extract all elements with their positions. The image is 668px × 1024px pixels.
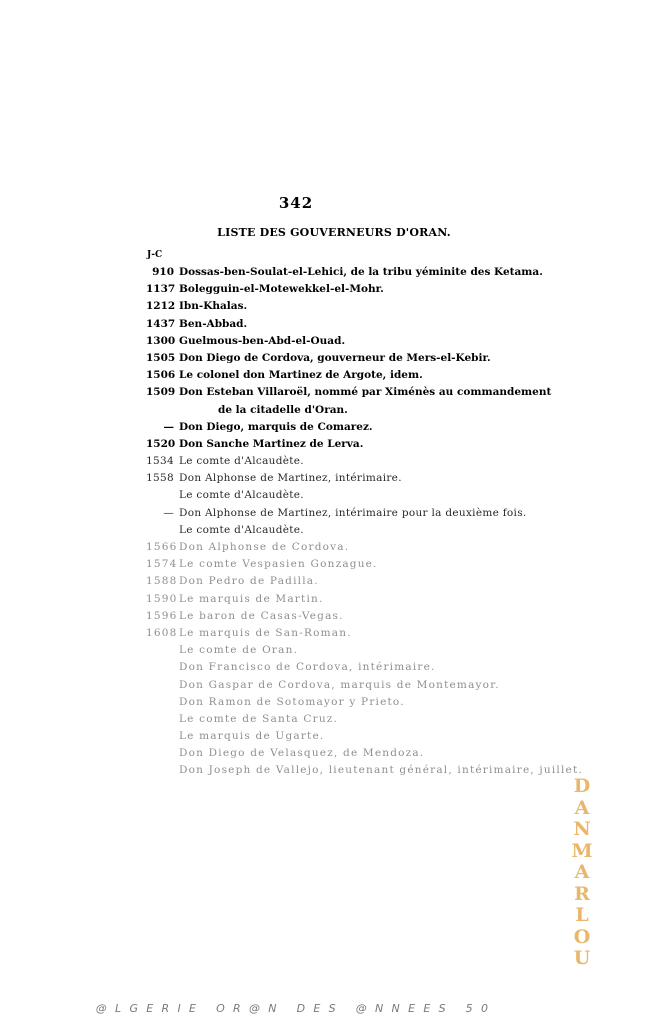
list-item <box>146 762 583 779</box>
page-title: LISTE DES GOUVERNEURS D'ORAN. <box>217 226 451 239</box>
list-item <box>146 281 536 298</box>
list-item <box>146 436 536 453</box>
list-item <box>146 316 536 333</box>
list-item <box>146 470 536 487</box>
entry-text: Le comte d'Alcaudète. <box>179 523 304 536</box>
entry-text: Don Diego de Velasquez, de Mendoza. <box>179 747 425 760</box>
entry-text: de la citadelle d'Oran. <box>218 403 348 416</box>
list-item <box>146 711 536 728</box>
era-mark: J-C <box>147 250 163 260</box>
list-item <box>146 522 536 539</box>
entry-text: Ibn-Khalas. <box>179 300 248 313</box>
entry-text: Le comte de Oran. <box>179 644 299 657</box>
entry-text: Bolegguin-el-Motewekkel-el-Mohr. <box>179 283 384 296</box>
list-item <box>146 642 536 659</box>
entry-year: 1437 <box>146 317 176 330</box>
entry-year: 1596 <box>146 609 178 622</box>
entry-year: 1300 <box>146 334 176 347</box>
entry-text: Le comte de Santa Cruz. <box>179 712 339 725</box>
footer-watermark: @LGERIE OR@N DES @NNEES 50 <box>95 1002 497 1015</box>
entry-text: Le colonel don Martinez de Argote, idem. <box>179 369 423 382</box>
list-item <box>146 298 536 315</box>
list-item <box>146 384 552 401</box>
page-number: 342 <box>278 194 314 212</box>
list-item <box>146 677 536 694</box>
entry-text: Le comte Vespasien Gonzague. <box>179 558 378 571</box>
entry-year: 1574 <box>146 558 178 571</box>
entry-text: Don Pedro de Padilla. <box>179 575 319 588</box>
entry-year: 1509 <box>146 386 176 399</box>
entry-text: Don Diego, marquis de Comarez. <box>179 420 373 433</box>
entry-year: 1137 <box>146 283 176 296</box>
entry-year: 1590 <box>146 592 178 605</box>
entry-text: Guelmous-ben-Abd-el-Ouad. <box>179 334 346 347</box>
entry-text: Ben-Abbad. <box>179 317 248 330</box>
entry-text: Le marquis de Ugarte. <box>179 730 325 743</box>
entry-year: 1534 <box>146 455 174 468</box>
list-item <box>146 333 536 350</box>
entry-year: — <box>163 420 174 433</box>
vertical-watermark: D A N M A R L O U <box>571 775 593 969</box>
entry-year: 1566 <box>146 541 178 553</box>
list-item <box>146 264 543 281</box>
list-item <box>146 505 536 522</box>
entry-year: 1520 <box>146 437 176 450</box>
entry-text: Le comte d'Alcaudète. <box>179 455 304 468</box>
entry-year: 1588 <box>146 575 178 588</box>
list-item <box>146 402 536 419</box>
entry-year: 1212 <box>146 300 176 313</box>
entry-text: Don Ramon de Sotomayor y Prieto. <box>179 695 405 708</box>
governor-list <box>146 264 583 780</box>
entry-text: Don Joseph de Vallejo, lieutenant général, intérimaire, juillet. <box>179 764 583 777</box>
list-item <box>146 573 536 590</box>
entry-year: 1505 <box>146 351 176 364</box>
entry-text: Le marquis de San-Roman. <box>179 626 352 639</box>
entry-text: Don Diego de Cordova, gouverneur de Mers-el-Kebir. <box>179 351 491 364</box>
list-item <box>146 745 536 762</box>
entry-text: Don Gaspar de Cordova, marquis de Montemayor. <box>179 678 500 691</box>
entry-text: Don Francisco de Cordova, intérimaire. <box>179 661 436 674</box>
list-item <box>146 728 536 745</box>
entry-year: 910 <box>152 266 174 278</box>
list-item <box>146 367 536 384</box>
list-item <box>146 625 536 642</box>
list-item <box>146 350 536 367</box>
entry-text: Le marquis de Martin. <box>179 592 324 605</box>
list-item <box>146 453 536 470</box>
list-item <box>146 419 536 436</box>
entry-text: Don Alphonse de Martinez, intérimaire. <box>179 472 402 485</box>
entry-text: Dossas-ben-Soulat-el-Lehici, de la tribu yéminite des Ketama. <box>179 266 543 278</box>
entry-text: Don Esteban Villaroël, nommé par Ximénès au commandement <box>179 386 552 399</box>
list-item <box>146 487 536 504</box>
entry-text: Le comte d'Alcaudète. <box>179 489 304 502</box>
list-item <box>146 591 536 608</box>
entry-text: Don Alphonse de Cordova. <box>179 541 350 553</box>
entry-text: Don Sanche Martinez de Lerva. <box>179 437 364 450</box>
list-item <box>146 608 536 625</box>
entry-year: 1506 <box>146 369 176 382</box>
entry-text: Le baron de Casas-Vegas. <box>179 609 344 622</box>
entry-year: — <box>163 506 174 519</box>
entry-year: 1558 <box>146 472 174 485</box>
list-item <box>146 539 536 556</box>
list-item <box>146 556 536 573</box>
entry-year: 1608 <box>146 626 178 639</box>
list-item <box>146 694 536 711</box>
list-item <box>146 659 536 676</box>
entry-text: Don Alphonse de Martinez, intérimaire pour la deuxième fois. <box>179 506 527 519</box>
